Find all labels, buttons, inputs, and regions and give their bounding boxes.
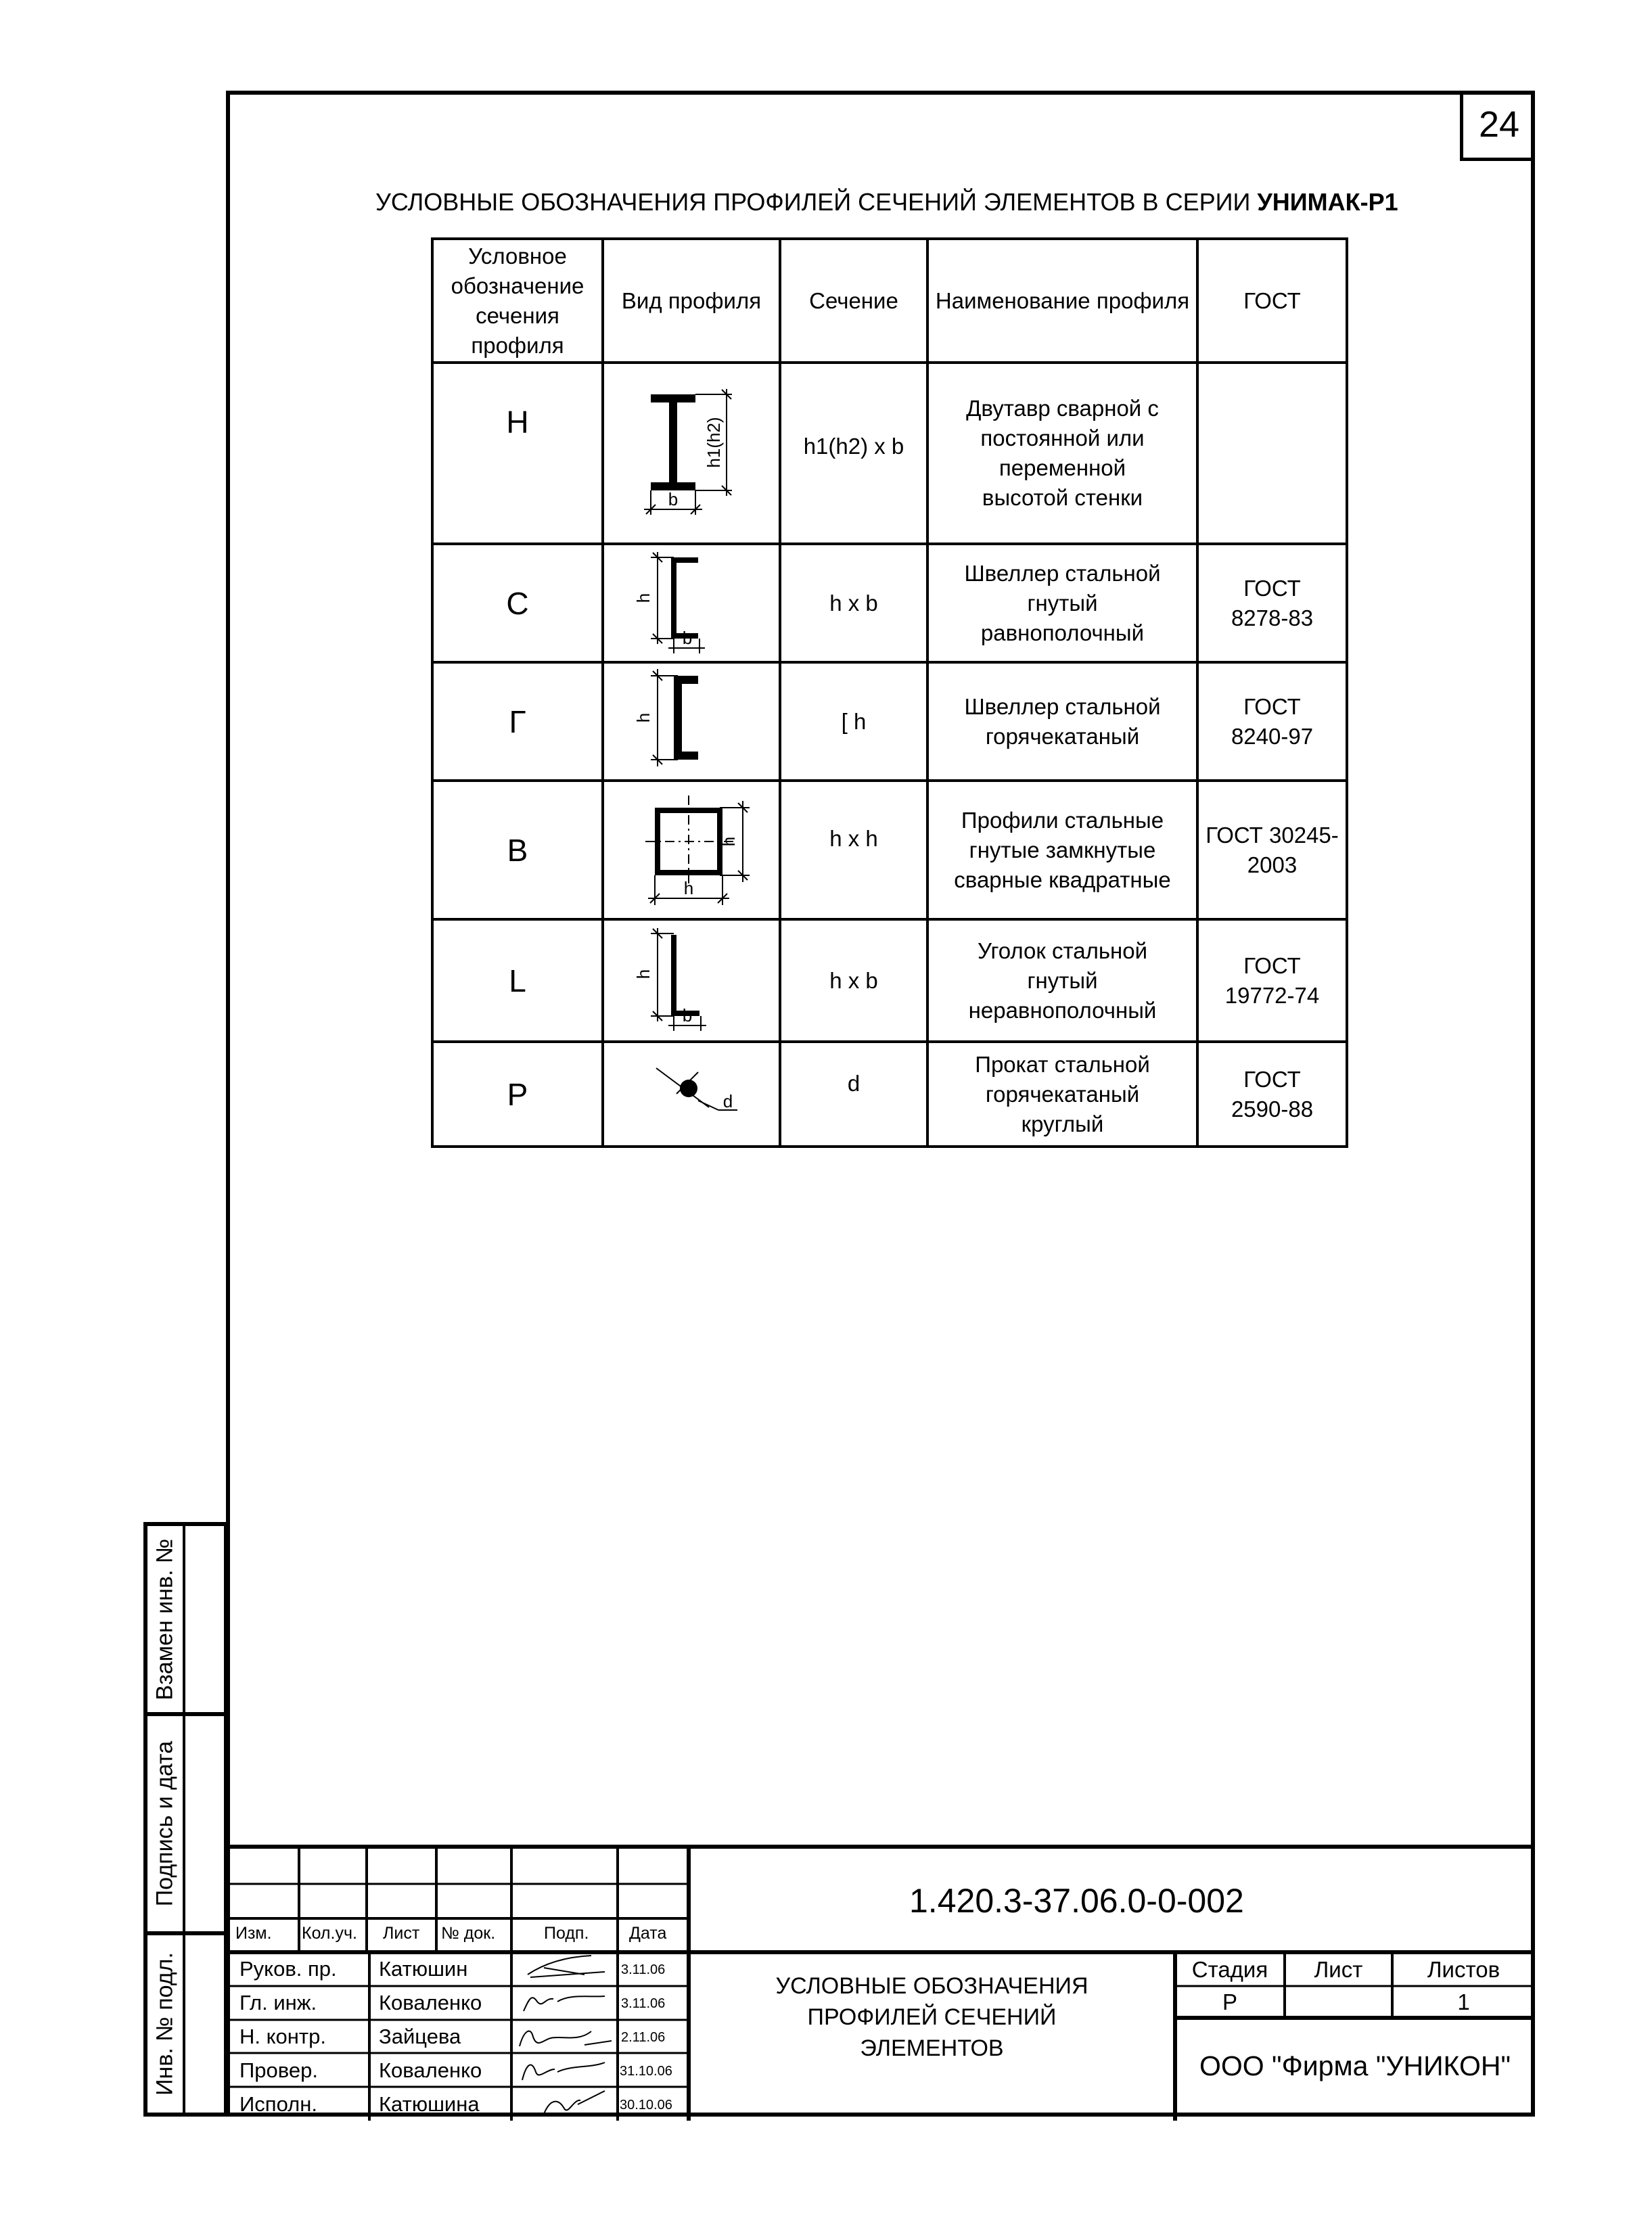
section-cell: h x b [780, 544, 927, 662]
name-2: Коваленко [379, 1991, 482, 2014]
stage-value: Р [1222, 1989, 1237, 2014]
role-4: Провер. [239, 2058, 318, 2082]
gost-cell: ГОСТ 2590-88 [1197, 1042, 1347, 1147]
title-block [226, 1845, 1535, 2117]
profile-view-cell [603, 781, 780, 919]
page-title [375, 188, 1398, 216]
table-row [432, 544, 1347, 662]
header-name: Наименование профиля [927, 239, 1197, 363]
date-2: 3.11.06 [621, 1996, 666, 2011]
doc-code: 1.420.3-37.06.0-0-002 [909, 1882, 1244, 1920]
profile-view-cell [603, 544, 780, 662]
header-view: Вид профиля [603, 239, 780, 363]
role-1: Руков. пр. [239, 1957, 337, 1981]
profile-view-cell [603, 363, 780, 544]
section-cell: h1(h2) x b [780, 363, 927, 544]
name-1: Катюшин [379, 1957, 468, 1981]
col-date: Дата [629, 1924, 667, 1943]
angle-icon [624, 923, 759, 1031]
name-cell: Двутавр сварной с постоянной или переменной высотой стенки [927, 363, 1197, 544]
gost-cell: ГОСТ 8240-97 [1197, 662, 1347, 781]
code-cell: B [432, 781, 603, 919]
gost-cell: ГОСТ 19772-74 [1197, 919, 1347, 1042]
side-stamp-inv-orig [143, 1931, 228, 2117]
i-beam-icon [624, 375, 759, 524]
table-row [432, 919, 1347, 1042]
date-4: 31.10.06 [620, 2064, 672, 2079]
title-prefix: УСЛОВНЫЕ ОБОЗНАЧЕНИЯ ПРОФИЛЕЙ СЕЧЕНИЙ ЭЛЕМЕНТОВ В СЕРИИ [375, 188, 1251, 216]
table-row [432, 1042, 1347, 1147]
code-cell: P [432, 1042, 603, 1147]
col-kol: Кол.уч. [302, 1924, 357, 1943]
col-doc: № док. [441, 1924, 496, 1943]
gost-cell [1197, 363, 1347, 544]
name-cell: Уголок стальной гнутый неравнополочный [927, 919, 1197, 1042]
name-cell: Швеллер стальной гнутый равнополочный [927, 544, 1197, 662]
table-row [432, 363, 1347, 544]
role-5: Исполн. [239, 2092, 317, 2116]
col-sign: Подп. [544, 1924, 589, 1943]
stage-label: Стадия [1191, 1957, 1268, 1982]
gost-cell: ГОСТ 30245-2003 [1197, 781, 1347, 919]
header-section: Сечение [780, 239, 927, 363]
sheet-label: Лист [1314, 1957, 1363, 1982]
code-cell: Г [432, 662, 603, 781]
gost-cell: ГОСТ 8278-83 [1197, 544, 1347, 662]
profile-view-cell [603, 662, 780, 781]
name-cell: Профили стальные гнутые замкнутые сварные квадратные [927, 781, 1197, 919]
role-3: Н. контр. [239, 2025, 326, 2048]
sign-date-label: Подпись и дата [152, 1740, 178, 1907]
profile-view-cell [603, 919, 780, 1042]
inv-orig-label: Инв. № подл. [152, 1952, 178, 2096]
profiles-table [431, 237, 1348, 1148]
replaced-inv-label: Взамен инв. № [152, 1538, 178, 1700]
section-cell: [ h [780, 662, 927, 781]
name-5: Катюшина [379, 2092, 480, 2116]
section-cell: h x b [780, 919, 927, 1042]
svg-text:b: b [682, 1005, 693, 1025]
doc-title: УСЛОВНЫЕ ОБОЗНАЧЕНИЯ ПРОФИЛЕЙ СЕЧЕНИЙ ЭЛЕМЕНТОВ [775, 1973, 1088, 2061]
svg-text:b: b [682, 628, 693, 648]
svg-text:b: b [668, 488, 679, 509]
code-cell: C [432, 544, 603, 662]
signatures [520, 1956, 612, 2114]
name-4: Коваленко [379, 2058, 482, 2082]
name-cell: Прокат стальной горячекатаный круглый [927, 1042, 1197, 1147]
date-5: 30.10.06 [620, 2098, 672, 2113]
sheets-value: 1 [1457, 1989, 1470, 2014]
side-stamp-sign-date [143, 1712, 228, 1935]
svg-text:h1(h2): h1(h2) [704, 416, 724, 468]
svg-text:h: h [683, 878, 694, 898]
sheet-number: 24 [1460, 91, 1535, 161]
name-cell: Швеллер стальной горячекатаный [927, 662, 1197, 781]
svg-text:h: h [633, 593, 653, 603]
section-cell: d [780, 1042, 927, 1147]
date-1: 3.11.06 [621, 1962, 666, 1977]
table-header-row [432, 239, 1347, 363]
role-2: Гл. инж. [239, 1991, 317, 2014]
section-cell: h x h [780, 781, 927, 919]
name-3: Зайцева [379, 2025, 461, 2048]
svg-text:h: h [718, 836, 739, 847]
code-cell: L [432, 919, 603, 1042]
col-izm: Изм. [235, 1924, 272, 1943]
table-row [432, 781, 1347, 919]
header-code: Условное обозначение сечения профиля [432, 239, 603, 363]
date-3: 2.11.06 [621, 2030, 666, 2045]
profile-view-cell [603, 1042, 780, 1147]
round-bar-icon [624, 1053, 759, 1128]
title-series: УНИМАК-Р1 [1257, 188, 1398, 216]
company-name: ООО "Фирма "УНИКОН" [1199, 2050, 1511, 2081]
svg-text:h: h [633, 969, 653, 979]
table-row [432, 662, 1347, 781]
side-stamp-replaced-inv [143, 1522, 228, 1716]
svg-text:h: h [633, 712, 653, 723]
channel-bent-icon [624, 545, 759, 653]
channel-hot-rolled-icon [624, 664, 759, 772]
svg-text:d: d [722, 1091, 733, 1111]
square-tube-icon [624, 782, 759, 910]
code-cell: H [432, 363, 603, 544]
header-gost: ГОСТ [1197, 239, 1347, 363]
sheets-label: Листов [1427, 1957, 1500, 1982]
col-list: Лист [383, 1924, 420, 1943]
